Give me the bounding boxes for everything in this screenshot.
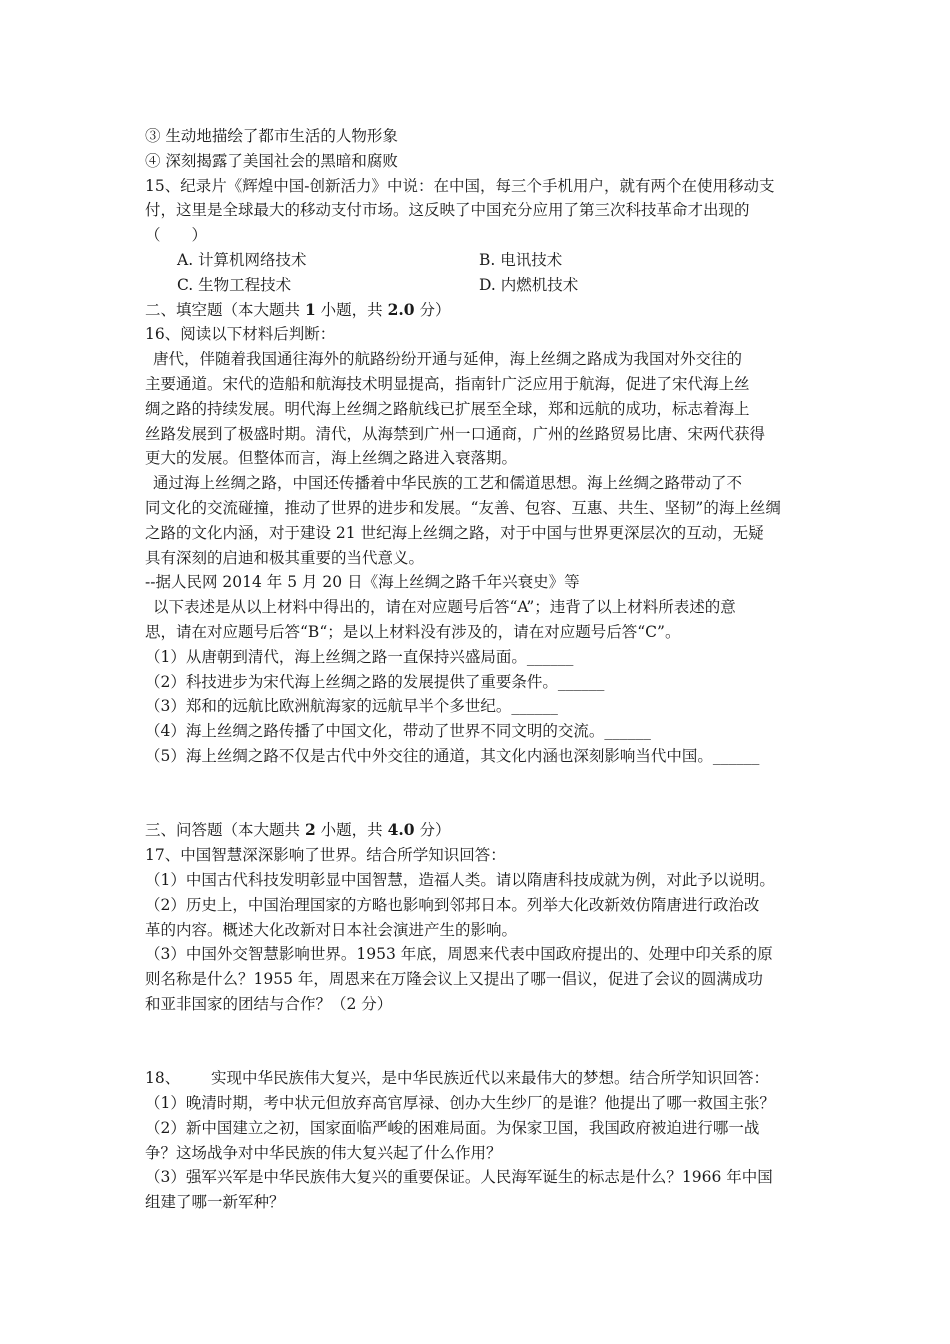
- q16-intro: 16、阅读以下材料后判断：: [145, 325, 336, 344]
- section-2-mid: 小题，共: [315, 300, 388, 319]
- q16-instruction-line: 思，请在对应题号后答“B“；是以上材料没有涉及的，请在对应题号后答“C”。: [145, 622, 681, 641]
- q15-option-d: D. 内燃机技术: [479, 275, 579, 294]
- q18-line: （1）晚清时期，考中状元但放弃高官厚禄、创办大生纱厂的是谁？他提出了哪一救国主张？: [145, 1094, 775, 1113]
- q17-intro: 17、中国智慧深深影响了世界。结合所学知识回答：: [145, 846, 506, 865]
- section-2-score: 2.0: [387, 299, 415, 319]
- q15-options: [145, 248, 815, 298]
- q15-option-a: A. 计算机网络技术: [177, 250, 307, 269]
- q16-para2-line: 通过海上丝绸之路，中国还传播着中华民族的工艺和儒道思想。海上丝绸之路带动了不: [153, 474, 743, 493]
- q17-line: （2）历史上，中国治理国家的方略也影响到邻邦日本。列举大化改新效仿隋唐进行政治改: [145, 895, 760, 914]
- q16-para1-line: 更大的发展。但整体而言，海上丝绸之路进入衰落期。: [145, 449, 518, 468]
- q16-instruction-line: 以下表述是从以上材料中得出的，请在对应题号后答“A”；违背了以上材料所表述的意: [153, 598, 736, 617]
- q16-para1-line: 绸之路的持续发展。明代海上丝绸之路航线已扩展至全球，郑和远航的成功，标志着海上: [145, 399, 750, 418]
- section-2-heading: [145, 298, 815, 323]
- section-3-mid: 小题，共: [315, 821, 388, 840]
- section-2-count: 1: [304, 299, 316, 319]
- section-3-prefix: 三、问答题（本大题共: [145, 821, 305, 840]
- q18-number: 18、: [145, 1069, 181, 1088]
- q17-line: （3）中国外交智慧影响世界。1953 年底，周恩来代表中国政府提出的、处理中印关系的原: [145, 945, 773, 964]
- spacer: [145, 769, 815, 819]
- q16-para2-line: 之路的文化内涵，对于建设 21 世纪海上丝绸之路，对于中国与世界更深层次的互动，无疑: [145, 523, 764, 542]
- spacer: [145, 1017, 815, 1067]
- q15-option-b: B. 电讯技术: [479, 250, 563, 269]
- q18-line: 组建了哪一新军种？: [145, 1193, 285, 1212]
- q16-source: --据人民网 2014 年 5 月 20 日《海上丝绸之路千年兴衰史》等: [145, 573, 580, 592]
- q17-line: 革的内容。概述大化改新对日本社会演进产生的影响。: [145, 920, 518, 939]
- q15-option-c: C. 生物工程技术: [177, 275, 292, 294]
- q15-answer-bracket: （ ）: [145, 226, 208, 245]
- section-2-prefix: 二、填空题（本大题共: [145, 300, 305, 319]
- q16-item-2: （2）科技进步为宋代海上丝绸之路的发展提供了重要条件。______: [145, 672, 605, 691]
- section-3-score: 4.0: [387, 820, 415, 840]
- q16-para1-line: 主要通道。宋代的造船和航海技术明显提高，指南针广泛应用于航海，促进了宋代海上丝: [145, 374, 750, 393]
- section-2-suffix: 分）: [414, 300, 451, 319]
- q15-stem-line-2: 付，这里是全球最大的移动支付市场。这反映了中国充分应用了第三次科技革命才出现的: [145, 201, 750, 220]
- q18-line: （2）新中国建立之初，国家面临严峻的困难局面。为保家卫国，我国政府被迫进行哪一战: [145, 1118, 760, 1137]
- q16-para1-line: 丝路发展到了极盛时期。清代，从海禁到广州一口通商，广州的丝路贸易比唐、宋两代获得: [145, 424, 766, 443]
- q17-line: （1）中国古代科技发明彰显中国智慧，造福人类。请以隋唐科技成就为例，对此予以说明。: [145, 870, 775, 889]
- section-3-suffix: 分）: [414, 821, 451, 840]
- q18-intro: 实现中华民族伟大复兴，是中华民族近代以来最伟大的梦想。结合所学知识回答：: [211, 1069, 770, 1088]
- q14-option-3: ③ 生动地描绘了都市生活的人物形象: [145, 127, 398, 145]
- exam-page: [145, 124, 815, 1215]
- q16-item-4: （4）海上丝绸之路传播了中国文化，带动了世界不同文明的交流。______: [145, 722, 651, 741]
- q14-option-4: ④ 深刻揭露了美国社会的黑暗和腐败: [145, 151, 398, 170]
- q16-para2-line: 具有深刻的启迪和极其重要的当代意义。: [145, 548, 425, 567]
- q18-line: （3）强军兴军是中华民族伟大复兴的重要保证。人民海军诞生的标志是什么？1966 年中国: [145, 1168, 773, 1187]
- q16-para1-line: 唐代，伴随着我国通往海外的航路纷纷开通与延伸，海上丝绸之路成为我国对外交往的: [153, 350, 743, 369]
- q18-line: 争？这场战争对中华民族的伟大复兴起了什么作用？: [145, 1143, 502, 1162]
- q17-line: 则名称是什么？1955 年，周恩来在万隆会议上又提出了哪一倡议，促进了会议的圆满成功: [145, 970, 763, 989]
- q16-item-3: （3）郑和的远航比欧洲航海家的远航早半个多世纪。______: [145, 697, 558, 716]
- q17-line: 和亚非国家的团结与合作？（2 分）: [145, 994, 393, 1013]
- q16-item-5: （5）海上丝绸之路不仅是古代中外交往的通道，其文化内涵也深刻影响当代中国。______: [145, 746, 760, 765]
- q16-item-1: （1）从唐朝到清代，海上丝绸之路一直保持兴盛局面。______: [145, 647, 574, 666]
- section-3-count: 2: [304, 820, 316, 840]
- q16-para2-line: 同文化的交流碰撞，推动了世界的进步和发展。“友善、包容、互惠、共生、坚韧”的海上丝绸: [145, 498, 781, 517]
- q15-stem-line-1: 15、纪录片《辉煌中国-创新活力》中说：在中国，每三个手机用户，就有两个在使用移动支: [145, 176, 775, 195]
- q18-intro-line: [145, 1066, 815, 1091]
- section-3-heading: [145, 818, 815, 843]
